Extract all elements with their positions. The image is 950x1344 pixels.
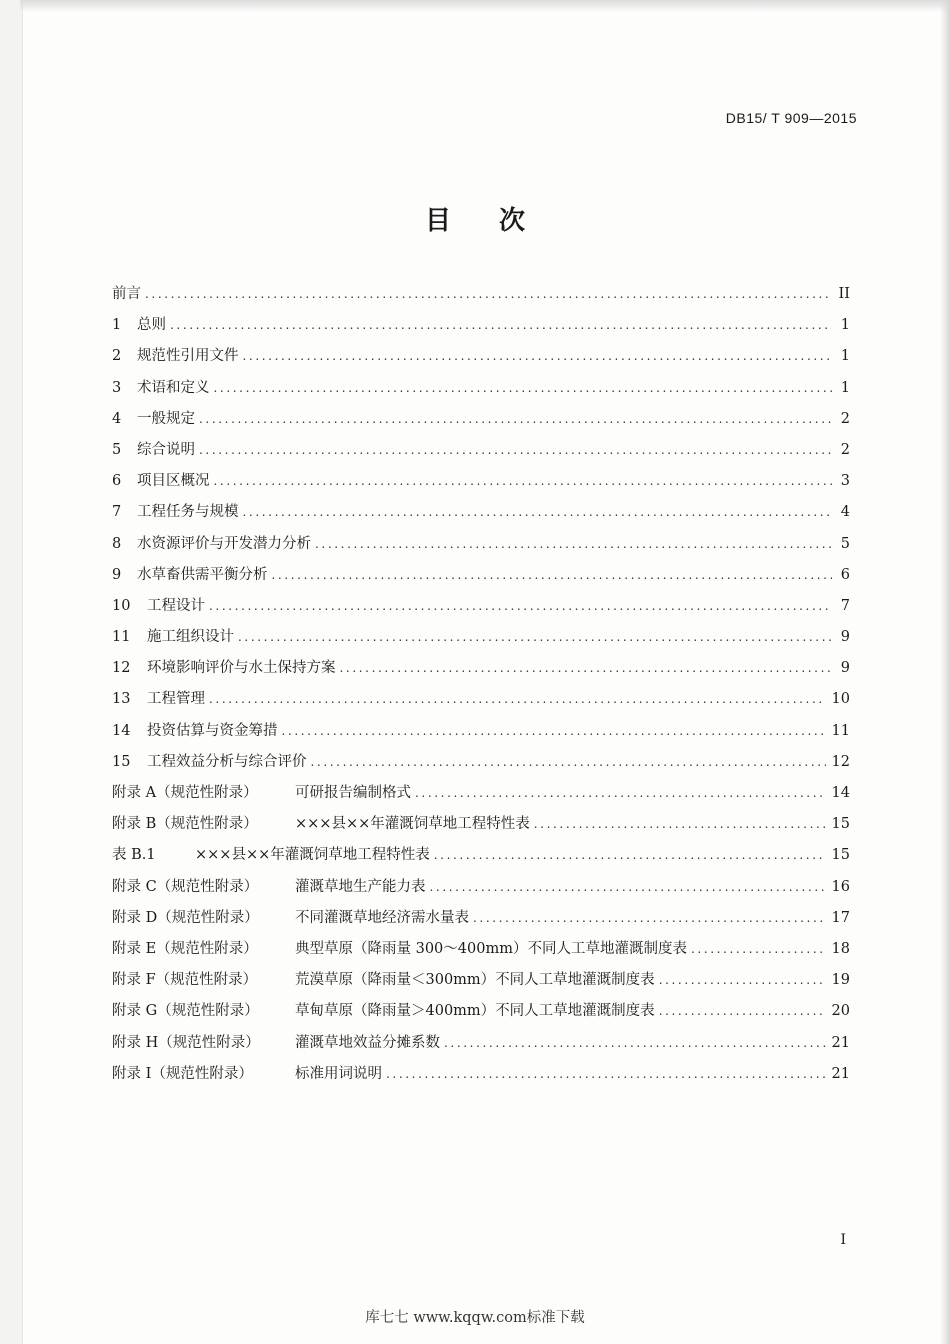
toc-entry-page: 6 [840,566,850,583]
toc-entry[interactable] [112,937,850,968]
toc-entry-page: 11 [831,722,850,739]
toc-entry[interactable] [112,344,850,375]
toc-leader-dots [311,755,826,769]
toc-entry-title: 灌溉草地效益分摊系数 [295,1034,440,1051]
toc-leader-dots [386,1067,826,1081]
toc-leader-dots [214,381,833,395]
toc-leader-dots [659,973,826,987]
toc-entry[interactable] [112,563,850,594]
toc-leader-dots [434,848,826,862]
toc-entry-page: 5 [840,535,850,552]
toc-leader-dots [315,537,832,551]
watermark-text: 库七七 www.kqqw.com标准下载 [365,1310,585,1326]
toc-entry-page: 15 [831,816,850,833]
toc-entry-page: 10 [831,691,850,708]
toc-entry[interactable] [112,968,850,999]
toc-entry[interactable] [112,376,850,407]
toc-entry-page: 18 [831,940,850,957]
scan-edge-top [20,0,950,12]
toc-entry[interactable] [112,812,850,843]
toc-entry-title: 水草畜供需平衡分析 [137,566,268,583]
toc-entry-title: 不同灌溉草地经济需水量表 [295,909,469,926]
toc-entry-title: 施工组织设计 [147,629,234,646]
toc-entry[interactable] [112,407,850,438]
toc-entry[interactable] [112,313,850,344]
toc-entry-title: 灌溉草地生产能力表 [295,878,426,895]
toc-entry-page: 21 [831,1034,850,1051]
toc-entry-title: 标准用词说明 [295,1065,382,1082]
toc-leader-dots [691,942,826,956]
toc-entry-number: 15 [112,753,131,770]
toc-entry-title: ×××县××年灌溉饲草地工程特性表 [295,816,530,833]
toc-entry-title: 一般规定 [137,410,195,427]
toc-entry-page: 2 [840,410,850,427]
toc-entry-title: 荒漠草原（降雨量＜300mm）不同人工草地灌溉制度表 [295,972,655,989]
toc-entry-title: 前言 [112,286,141,302]
toc-entry-page: 7 [840,597,850,614]
toc-leader-dots [170,318,832,332]
toc-entry[interactable] [112,875,850,906]
toc-entry-number: 7 [112,504,122,521]
toc-leader-dots [430,880,826,894]
toc-leader-dots [272,568,833,582]
toc-entry[interactable] [112,500,850,531]
toc-entry-number: 附录 D（规范性附录） [112,909,259,926]
toc-entry[interactable] [112,687,850,718]
toc-entry-title: 环境影响评价与水土保持方案 [147,660,336,677]
toc-entry[interactable] [112,1031,850,1062]
toc-entry-number: 附录 B（规范性附录） [112,816,258,833]
toc-list [112,282,850,1093]
toc-entry-title: 总则 [137,317,166,334]
toc-entry-page: 17 [831,909,850,926]
toc-entry-number: 12 [112,660,131,677]
toc-entry-number: 10 [112,597,131,614]
toc-entry[interactable] [112,282,850,313]
document-code: DB15/ T 909—2015 [725,110,857,126]
toc-entry-title: 工程设计 [147,597,205,614]
toc-leader-dots [214,474,833,488]
toc-title-char-1: 目 [424,206,451,236]
toc-entry[interactable] [112,843,850,874]
toc-entry-title: 工程任务与规模 [137,504,239,521]
toc-entry[interactable] [112,438,850,469]
toc-entry-title: 水资源评价与开发潜力分析 [137,535,311,552]
toc-leader-dots [534,817,826,831]
toc-leader-dots [145,287,832,301]
toc-title-char-2: 次 [499,206,526,236]
toc-entry-number: 11 [112,629,131,646]
page-number: I [840,1232,846,1248]
toc-entry-title: 可研报告编制格式 [295,785,411,801]
toc-entry[interactable] [112,469,850,500]
toc-entry-title: 工程管理 [147,691,205,708]
toc-entry-page: 12 [831,753,850,770]
toc-entry[interactable] [112,750,850,781]
toc-entry-title: 术语和定义 [137,379,210,396]
toc-leader-dots [209,599,832,613]
toc-entry-number: 5 [112,441,122,458]
toc-entry[interactable] [112,906,850,937]
toc-entry[interactable] [112,999,850,1030]
toc-entry-number: 14 [112,722,131,739]
toc-leader-dots [199,412,832,426]
toc-entry-number: 13 [112,691,131,708]
toc-leader-dots [659,1004,826,1018]
toc-entry-page: 2 [840,441,850,458]
toc-entry[interactable] [112,781,850,812]
toc-entry[interactable] [112,719,850,750]
toc-entry-number: 附录 A（规范性附录） [112,785,258,801]
toc-leader-dots [444,1036,826,1050]
toc-entry[interactable] [112,532,850,563]
toc-entry-title: 项目区概况 [137,473,210,490]
toc-entry-title: 投资估算与资金筹措 [147,722,278,739]
toc-entry-title: 工程效益分析与综合评价 [147,753,307,770]
toc-entry-number: 6 [112,473,122,490]
toc-entry-page: 3 [840,473,850,490]
toc-entry-title: ×××县××年灌溉饲草地工程特性表 [195,847,430,864]
toc-leader-dots [243,349,833,363]
toc-entry-number: 9 [112,566,122,583]
toc-entry[interactable] [112,594,850,625]
toc-entry-number: 表 B.1 [112,847,156,864]
toc-entry-page: 19 [831,972,850,989]
toc-entry-title: 综合说明 [137,441,195,458]
toc-entry-number: 8 [112,535,122,552]
toc-entry-number: 3 [112,379,122,396]
toc-entry-title: 规范性引用文件 [137,348,239,365]
toc-entry-page: 1 [840,348,850,365]
toc-leader-dots [199,443,832,457]
toc-leader-dots [415,786,826,800]
toc-leader-dots [238,630,832,644]
toc-entry-page: 9 [840,660,850,677]
toc-entry-number: 附录 F（规范性附录） [112,972,258,989]
toc-leader-dots [340,661,833,675]
toc-title [0,200,950,237]
toc-entry-page: 16 [831,878,850,895]
toc-entry-page: 1 [840,317,850,334]
toc-entry-number: 附录 H（规范性附录） [112,1034,260,1051]
toc-entry-page: 1 [840,379,850,396]
toc-leader-dots [282,724,826,738]
toc-entry-page: 9 [840,629,850,646]
toc-leader-dots [209,692,826,706]
toc-entry-title: 草甸草原（降雨量＞400mm）不同人工草地灌溉制度表 [295,1003,655,1020]
toc-entry-number: 2 [112,348,122,365]
toc-entry-number: 4 [112,410,122,427]
toc-entry-number: 附录 C（规范性附录） [112,878,259,895]
toc-entry-number: 附录 G（规范性附录） [112,1003,259,1020]
toc-leader-dots [243,505,833,519]
toc-entry-page: 4 [840,504,850,521]
toc-entry-page: II [838,286,850,302]
toc-entry-title: 典型草原（降雨量 300～400mm）不同人工草地灌溉制度表 [295,940,687,957]
toc-entry-page: 14 [831,785,850,801]
toc-entry-number: 附录 I（规范性附录） [112,1065,253,1082]
toc-entry-number: 1 [112,317,122,334]
toc-entry-page: 20 [831,1003,850,1020]
toc-entry[interactable] [112,625,850,656]
toc-leader-dots [473,911,826,925]
toc-entry-number: 附录 E（规范性附录） [112,940,258,957]
toc-entry[interactable] [112,656,850,687]
toc-entry-page: 21 [831,1065,850,1082]
toc-entry[interactable] [112,1062,850,1093]
toc-entry-page: 15 [831,847,850,864]
